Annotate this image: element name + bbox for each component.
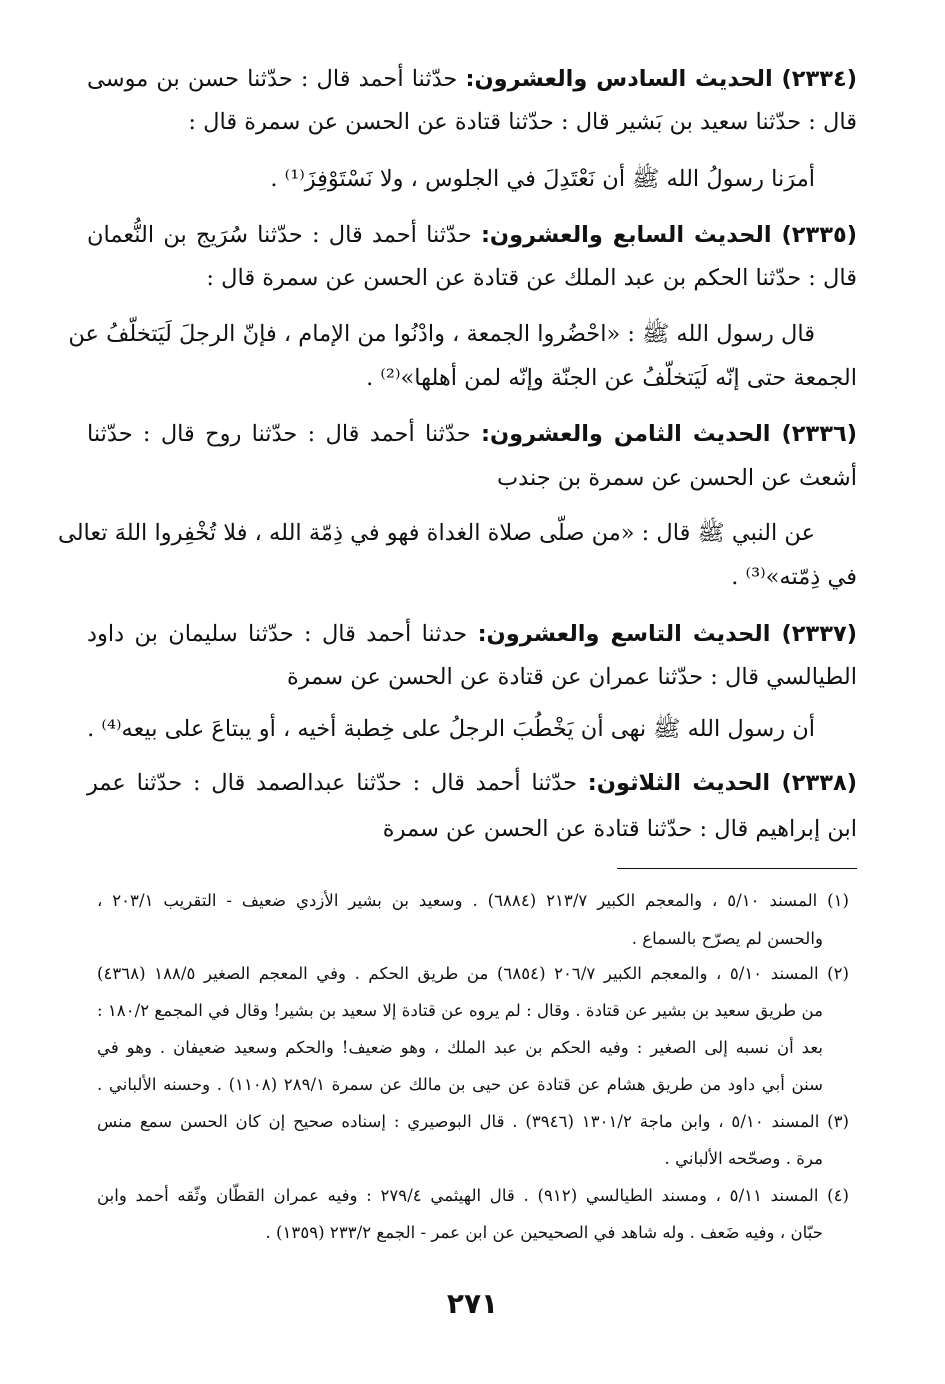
hadith-2335-matn-1: قال رسول الله ﷺ : «احْضُروا الجمعة ، وادْنُوا من الإمام ، فإنّ الرجلَ لَيَتخلّفُ عن	[68, 321, 815, 347]
hadith-2335-line-2: قال : حدّثنا الحكم بن عبد الملك عن قتادة عن الحسن عن سمرة قال :	[206, 265, 857, 291]
footnote-3-line-1: (٣) المسند ٥/١٠ ، وابن ماجة ١٣٠١/٢ (٣٩٤٦) . قال البوصيري : إسناده صحيح إن كان الحسن سمع منس	[97, 1112, 850, 1131]
hadith-2337-matn: أن رسول الله ﷺ نهى أن يَخْطُبَ الرجلُ على خِطبة أخيه ، أو يبتاعَ على بيعه⁽⁴⁾ .	[87, 716, 815, 742]
hadith-2334-line-2: قال : حدّثنا سعيد بن بَشير قال : حدّثنا قتادة عن الحسن عن سمرة قال :	[188, 109, 857, 135]
hadith-text: حدّثنا أحمد قال : حدّثنا عبدالصمد قال : حدّثنا عمر	[87, 770, 578, 796]
hadith-text: حدّثنا أحمد قال : حدّثنا سُرَيج بن النُّعمان	[87, 222, 472, 248]
hadith-2336-matn-2: في ذِمّته»⁽³⁾ .	[731, 564, 857, 590]
hadith-text: حدثنا أحمد قال : حدّثنا سليمان بن داود	[87, 621, 468, 647]
footnote-4-line-2: حبّان ، وفيه ضَعف . وله شاهد في الصحيحين عن ابن عمر - الجمع ٢٣٣/٢ (١٣٥٩) .	[265, 1223, 823, 1242]
footnote-2-line-1: (٢) المسند ٥/١٠ ، والمعجم الكبير ٢٠٦/٧ (٦٨٥٤) من طريق الحكم . وفي المعجم الصغير ١٨٨/٥ (٤٣٦٨)	[97, 964, 849, 983]
footnote-1-line-2: والحسن لم يصرّح بالسماع .	[631, 929, 823, 948]
hadith-heading: (٢٣٣٧) الحديث التاسع والعشرون:	[477, 621, 858, 647]
hadith-2334-matn: أمرَنا رسولُ الله ﷺ أن نَعْتَدِلَ في الجلوس ، ولا نَسْتَوْفِزَ⁽¹⁾ .	[270, 166, 815, 192]
hadith-heading: (٢٣٣٨) الحديث الثلاثون:	[587, 770, 858, 796]
hadith-2336-line-1	[87, 417, 857, 451]
footnote-separator	[617, 868, 857, 869]
hadith-2335-line-1	[87, 218, 857, 252]
hadith-text: حدّثنا أحمد قال : حدّثنا حسن بن موسى	[87, 66, 458, 92]
hadith-2336-matn-1: عن النبي ﷺ قال : «من صلّى صلاة الغداة فهو في ذِمّة الله ، فلا تُخْفِروا اللهَ تعالى	[57, 520, 815, 546]
hadith-2337-line-1	[87, 617, 857, 651]
hadith-heading: (٢٣٣٤) الحديث السادس والعشرون:	[465, 66, 858, 92]
hadith-2336-line-2: أشعث عن الحسن عن سمرة بن جندب	[496, 465, 857, 491]
hadith-heading: (٢٣٣٥) الحديث السابع والعشرون:	[480, 222, 857, 248]
hadith-2334-line-1	[87, 62, 857, 96]
footnote-4-line-1: (٤) المسند ٥/١١ ، ومسند الطيالسي (٩١٢) . قال الهيثمي ٢٧٩/٤ : وفيه عمران القطّان وثّقه أحمد وابن	[97, 1186, 849, 1205]
footnote-2-line-4: سنن أبي داود من طريق هشام عن قتادة عن حيى بن مالك عن سمرة ٢٨٩/١ (١١٠٨) . وحسنه الألباني .	[97, 1075, 823, 1094]
footnote-1-line-1: (١) المسند ٥/١٠ ، والمعجم الكبير ٢١٣/٧ (٦٨٨٤) . وسعيد بن بشير الأزدي ضعيف - التقريب ٢٠٣/١ ،	[97, 891, 849, 910]
hadith-2338-line-2: ابن إبراهيم قال : حدّثنا قتادة عن الحسن عن سمرة	[382, 816, 857, 842]
footnote-2-line-3: بعد أن نسبه إلى الصغير : وفيه الحكم بن عبد الملك ، وهو ضعيف! والحكم وسعيد ضعيفان . وهو في	[97, 1038, 823, 1057]
footnote-2-line-2: من طريق سعيد بن بشير عن قتادة . وقال : لم يروه عن قتادة إلا سعيد بن بشير! وقال في المجمع ١٨٠/٢ :	[97, 1001, 823, 1020]
hadith-2335-matn-2: الجمعة حتى إنّه لَيَتخلّفُ عن الجنّة وإنّه لمن أهلها»⁽²⁾ .	[366, 365, 857, 391]
hadith-heading: (٢٣٣٦) الحديث الثامن والعشرون:	[480, 421, 857, 447]
footnote-3-line-2: مرة . وصحّحه الألباني .	[664, 1149, 823, 1168]
hadith-text: حدّثنا أحمد قال : حدّثنا روح قال : حدّثنا	[87, 421, 471, 447]
hadith-2337-line-2: الطيالسي قال : حدّثنا عمران عن قتادة عن الحسن عن سمرة	[287, 664, 857, 690]
hadith-2338-line-1	[87, 766, 857, 800]
page-number: ٢٧١	[446, 1287, 499, 1320]
